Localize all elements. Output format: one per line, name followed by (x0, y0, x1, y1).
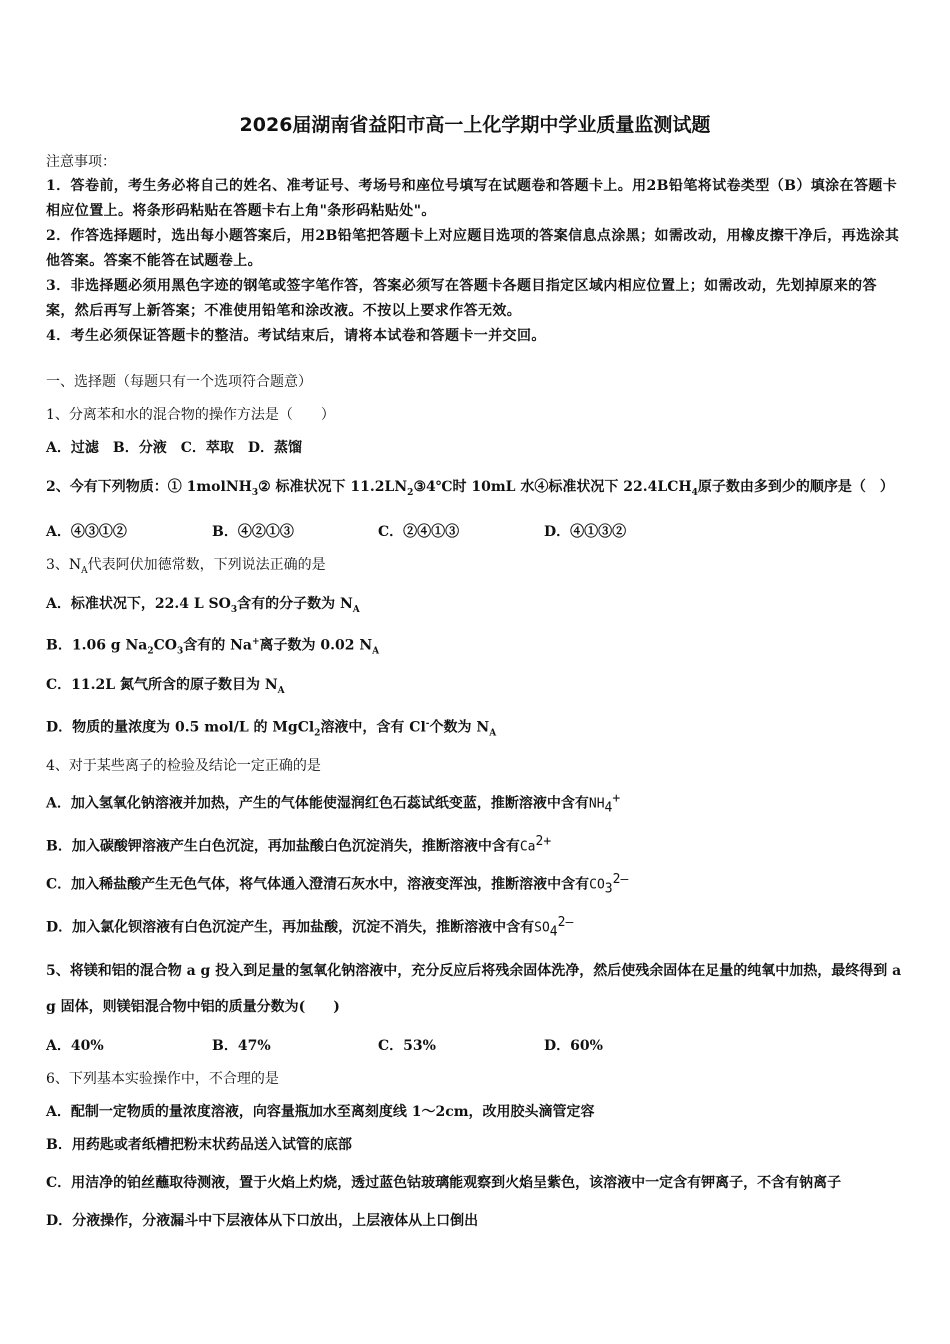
notice-item: 2．作答选择题时，选出每小题答案后，用2B铅笔把答题卡上对应题目选项的答案信息点涂黑；如需改动，用橡皮擦干净后，再选涂其他答案。答案不能答在试题卷上。 (46, 228, 900, 269)
question-6-option-a: A．配制一定物质的量浓度溶液，向容量瓶加水至离刻度线 1～2cm，改用胶头滴管定容 (46, 1104, 595, 1121)
notice-item: 4．考生必须保证答题卡的整洁。考试结束后，请将本试卷和答题卡一并交回。 (46, 328, 546, 344)
question-1-options: A．过滤 B．分液 C．萃取 D．蒸馏 (46, 440, 302, 456)
option-c: C．53% (378, 1038, 436, 1055)
option-c: C．②④①③ (378, 523, 460, 540)
option-b: B．47% (212, 1038, 271, 1055)
question-5-stem: 5、将镁和铝的混合物 a g 投入到足量的氢氧化钠溶液中，充分反应后将残余固体洗净，然后使残余固体在足量的纯氧中加热，最终得到 a g 固体，则镁铝混合物中铝的质量分数为( ) (46, 963, 902, 1016)
question-3-option-b: B．1.06 g $Na_2CO_3$含有的 Na+离子数为 0.02 $N_A$ (46, 637, 380, 657)
question-3-option-c: C．11.2L 氮气所含的原子数目为 $N_A$ (46, 676, 285, 696)
question-2-options (46, 520, 904, 544)
question-6-option-b: B．用药匙或者纸槽把粉末状药品送入试管的底部 (46, 1137, 352, 1154)
question-3-stem: 3、$N_A$代表阿伏加德常数，下列说法正确的是 (46, 556, 326, 576)
question-6-stem: 6、下列基本实验操作中，不合理的是 (46, 1071, 279, 1088)
question-3-option-d: D．物质的量浓度为 0.5 mol/L 的 MgCl$_2$溶液中，含有 Cl-个数为 $N_A$ (46, 718, 497, 739)
question-6-option-d: D．分液操作，分液漏斗中下层液体从下口放出，上层液体从上口倒出 (46, 1213, 479, 1230)
option-a: A．④③①② (46, 523, 127, 540)
page-title: 2026届湖南省益阳市高一上化学期中学业质量监测试题 (239, 114, 711, 136)
question-2-stem: 2、今有下列物质：① 1molNH$_3$② 标准状况下 $11.2LN_2③4℃$时 10mL 水④标准状况下 $22.4LCH_4$原子数由多到少的顺序是（ ） (46, 479, 894, 498)
question-5-options (46, 1034, 904, 1058)
notice-item: 3．非选择题必须用黑色字迹的钢笔或签字笔作答，答案必须写在答题卡各题目指定区域内相应位置上；如需改动，先划掉原来的答案，然后再写上新答案；不准使用铅笔和涂改液。不按以上要求作答无效。 (46, 278, 877, 319)
question-6-option-c: C．用洁净的铂丝蘸取待测液，置于火焰上灼烧，透过蓝色钴玻璃能观察到火焰呈紫色，该溶液中一定含有钾离子，不含有钠离子 (46, 1175, 842, 1192)
notice-heading: 注意事项： (46, 154, 116, 170)
section-heading: 一、选择题（每题只有一个选项符合题意） (46, 374, 312, 390)
question-3-option-a: A．标准状况下，22.4 L $SO_3$含有的分子数为 $N_A$ (46, 595, 360, 615)
notice-block (46, 150, 904, 349)
option-b: B．④②①③ (212, 523, 294, 540)
notice-item: 1．答卷前，考生务必将自己的姓名、准考证号、考场号和座位号填写在试题卷和答题卡上。用2B铅笔将试卷类型（B）填涂在答题卡相应位置上。将条形码粘贴在答题卡右上角"条形码粘贴处"。 (46, 178, 898, 219)
question-4-option-c: C．加入稀盐酸产生无色气体，将气体通入澄清石灰水中，溶液变浑浊，推断溶液中含有$CO_3^{2—}$ (46, 872, 629, 897)
question-1-stem: 1、分离苯和水的混合物的操作方法是（ ） (46, 407, 335, 423)
option-d: D．60% (544, 1038, 603, 1055)
option-d: D．④①③② (544, 523, 627, 540)
question-4-option-a: A．加入氢氧化钠溶液并加热，产生的气体能使湿润红色石蕊试纸变蓝，推断溶液中含有$NH_4^+$ (46, 791, 621, 816)
option-a: A．40% (46, 1038, 104, 1055)
question-4-stem: 4、对于某些离子的检验及结论一定正确的是 (46, 758, 321, 775)
question-4-option-b: B．加入碳酸钾溶液产生白色沉淀，再加盐酸白色沉淀消失，推断溶液中含有$Ca^{2+}$ (46, 833, 552, 855)
question-4-option-d: D．加入氯化钡溶液有白色沉淀产生，再加盐酸，沉淀不消失，推断溶液中含有$SO_4^{2—}$ (46, 914, 574, 940)
